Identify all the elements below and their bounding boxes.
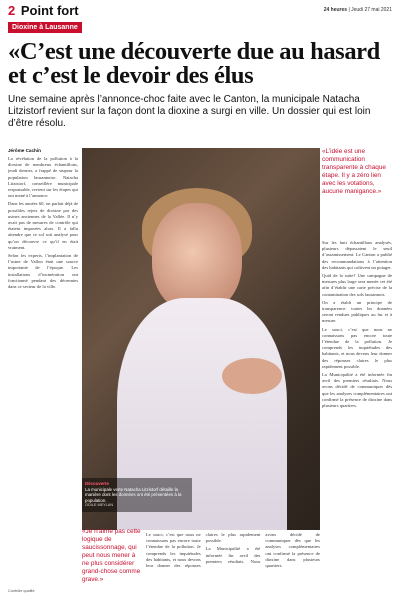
paragraph: On a établi un principe de transparence: toutes les données seront rendues publiques au fur et à mesure. xyxy=(322,299,392,324)
section-name: Point fort xyxy=(20,3,79,18)
lead-paragraph: Une semaine après l’annonce-choc faite avec le Canton, la municipale Natacha Litzistorf revient sur la façon dont la dioxine a surgi en ville. Un dossier qui est loin d’être résolu. xyxy=(8,94,371,129)
pull-quote-low: «Je n’aime pas cette logique de saucissonnage, qui peut nous mener à ne plus considérer grand-chose comme grave.» xyxy=(82,528,141,583)
article-column-bottom xyxy=(146,532,320,588)
paragraph: Sur les huit échantillons analysés, plusieurs dépassaient le seuil d’assainissement. Le Canton a publié des recommandations à l’attention des habitants qui cultivent un potager. xyxy=(322,240,392,270)
issue-date: | Jeudi 27 mai 2021 xyxy=(348,7,392,13)
pull-quote-right: «L’idée est une communication transparente à chaque étape. Il y a zéro lien avec les votations, aucune manigance.» xyxy=(322,148,386,195)
paragraph: La Municipalité a été informée fin avril des premiers résultats. Nous avons décidé de communiquer dès que les analyses complémentaires ont confirmé la présence de dioxine dans plusieurs quartiers. xyxy=(205,532,320,569)
portrait-photo xyxy=(82,148,320,530)
paragraph: Selon les experts, l’implantation de l’usine de Vallon était une source importante de l’époque. Les installations d’incinération ont fonctionné pendant des décennies dans ce secteur de la ville. xyxy=(8,253,78,290)
paragraph: Dans les années 60, on parlait déjà de possibles rejets de dioxine par des usines anciennes de la Vallée. Il n’y avait pas de mesures de contrôle qui étaient imposées alors. Il a fallu attendre que ce sol soit analysé pour qu’on découvre ce qu’il en était vraiment. xyxy=(8,201,78,250)
topic-tag: Dioxine à Lausanne xyxy=(8,22,82,33)
paper-date xyxy=(324,7,392,13)
caption-title: Découverte xyxy=(85,481,109,486)
paragraph: Le souci, c’est que nous ne connaissons pas encore toute l’étendue de la pollution. Je comprends les inquiétudes des habitants, et nous devons leur donner des réponses claires le plus rapidement possible. xyxy=(146,532,261,569)
article-column-left xyxy=(8,148,78,588)
paragraph: La Municipalité a été informée fin avril des premiers résultats. Nous avons décidé de communiquer dès que les analyses complémentaires ont confirmé la présence de dioxine dans plusieurs quartiers. xyxy=(322,372,392,409)
caption-text: La municipale verte Natacha Litzistorf détaille la manière dont les données ont été présentées à la population. xyxy=(85,486,182,503)
masthead xyxy=(0,0,400,22)
footer-note: Contrôle qualité xyxy=(8,589,35,593)
paper-name: 24 heures xyxy=(323,7,348,13)
paragraph: La révélation de la pollution à la dioxine de nombreux échantillons, jeudi dernier, a frappé de stupeur la population lausannoise. Natacha Litzistorf, conseillère municipale responsable, revient sur les étapes qui ont mené à l’annonce. xyxy=(8,156,78,199)
section-title xyxy=(8,3,79,18)
photo-caption xyxy=(82,478,192,512)
photo-credit: ODILE MEYLAN xyxy=(85,503,114,508)
byline: Jérôme Cachin xyxy=(8,148,41,153)
headline: «C’est une découverte due au hasard et c’est le devoir des élus xyxy=(8,38,380,89)
article-column-right xyxy=(322,240,392,585)
photo-face xyxy=(152,203,242,313)
page-number: 2 xyxy=(8,3,16,18)
paragraph: Quid de la suite? Une campagne de mesures plus large sera menée cet été afin d’établir une carte précise de la contamination des sols lausannois. xyxy=(322,273,392,297)
paragraph: Le souci, c’est que nous ne connaissons pas encore toute l’étendue de la pollution. Je comprends les inquiétudes des habitants, et nous devons leur donner des réponses claires le plus rapidement possible. xyxy=(322,326,392,369)
photo-hand xyxy=(222,358,282,394)
